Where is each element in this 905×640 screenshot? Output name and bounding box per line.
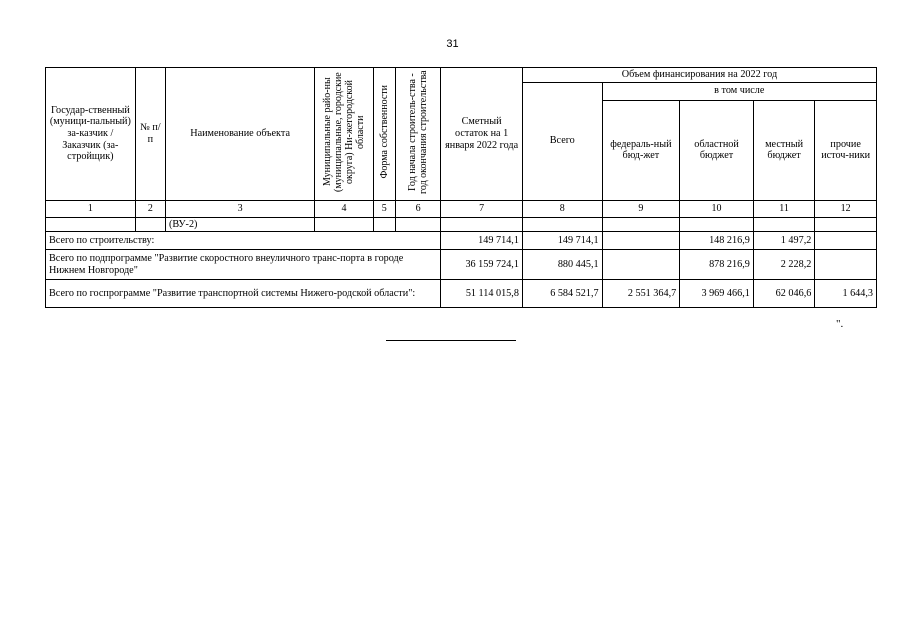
total-cell: 6 584 521,7 (522, 280, 602, 308)
column-number: 1 (46, 200, 136, 217)
total-cell: 880 445,1 (522, 250, 602, 280)
empty-cell (441, 217, 523, 232)
column-number: 7 (441, 200, 523, 217)
table-row (46, 250, 877, 280)
federal-cell (602, 232, 680, 250)
column-number: 12 (815, 200, 877, 217)
header-object-name: Наименование объекта (165, 68, 314, 201)
header-other: прочие источ-ники (815, 100, 877, 200)
column-number: 8 (522, 200, 602, 217)
header-financing: Объем финансирования на 2022 год (522, 68, 876, 83)
empty-cell (815, 217, 877, 232)
row-label: Всего по подпрограмме "Развитие скоростного внеуличного транс-порта в городе Нижнем Новгороде" (46, 250, 441, 280)
federal-cell: 2 551 364,7 (602, 280, 680, 308)
header-ownership: Форма собственности (373, 68, 395, 201)
header-years: Год начала строитель-ства - год окончания строительства (395, 68, 440, 201)
header-regional: областной бюджет (680, 100, 754, 200)
header-including: в том числе (602, 82, 876, 100)
federal-cell (602, 250, 680, 280)
column-number: 2 (135, 200, 165, 217)
header-local: местный бюджет (753, 100, 815, 200)
column-number: 9 (602, 200, 680, 217)
row-label: Всего по строительству: (46, 232, 441, 250)
column-number: 10 (680, 200, 754, 217)
local-cell: 2 228,2 (753, 250, 815, 280)
column-number: 3 (165, 200, 314, 217)
header-municipality: Муниципальные райо-ны (муниципальные, городские округа) Ни-жегородской области (315, 68, 373, 201)
column-number-row (46, 200, 877, 217)
header-balance: Сметный остаток на 1 января 2022 года (441, 68, 523, 201)
balance-cell: 149 714,1 (441, 232, 523, 250)
empty-cell (602, 217, 680, 232)
column-number: 4 (315, 200, 373, 217)
table-row (46, 232, 877, 250)
object-name-cell: (ВУ-2) (165, 217, 314, 232)
table-row (46, 217, 877, 232)
empty-cell (522, 217, 602, 232)
empty-cell (395, 217, 440, 232)
closing-quote: ". (836, 318, 844, 330)
empty-cell (315, 217, 373, 232)
empty-cell (753, 217, 815, 232)
empty-cell (680, 217, 754, 232)
column-number: 11 (753, 200, 815, 217)
other-cell (815, 250, 877, 280)
total-cell: 149 714,1 (522, 232, 602, 250)
financing-table (45, 67, 877, 308)
other-cell: 1 644,3 (815, 280, 877, 308)
local-cell: 62 046,6 (753, 280, 815, 308)
regional-cell: 3 969 466,1 (680, 280, 754, 308)
header-number: № п/п (135, 68, 165, 201)
header-federal: федераль-ный бюд-жет (602, 100, 680, 200)
column-number: 5 (373, 200, 395, 217)
other-cell (815, 232, 877, 250)
empty-cell (46, 217, 136, 232)
regional-cell: 148 216,9 (680, 232, 754, 250)
balance-cell: 51 114 015,8 (441, 280, 523, 308)
column-number: 6 (395, 200, 440, 217)
local-cell: 1 497,2 (753, 232, 815, 250)
regional-cell: 878 216,9 (680, 250, 754, 280)
empty-cell (373, 217, 395, 232)
balance-cell: 36 159 724,1 (441, 250, 523, 280)
header-customer: Государ-ственный (муници-пальный) за-казчик / Заказчик (за-стройщик) (46, 68, 136, 201)
empty-cell (135, 217, 165, 232)
row-label: Всего по госпрограмме "Развитие транспортной системы Нижего-родской области": (46, 280, 441, 308)
table-row (46, 280, 877, 308)
header-total: Всего (522, 82, 602, 200)
page-number: 31 (446, 38, 459, 50)
end-rule-divider (386, 340, 516, 341)
